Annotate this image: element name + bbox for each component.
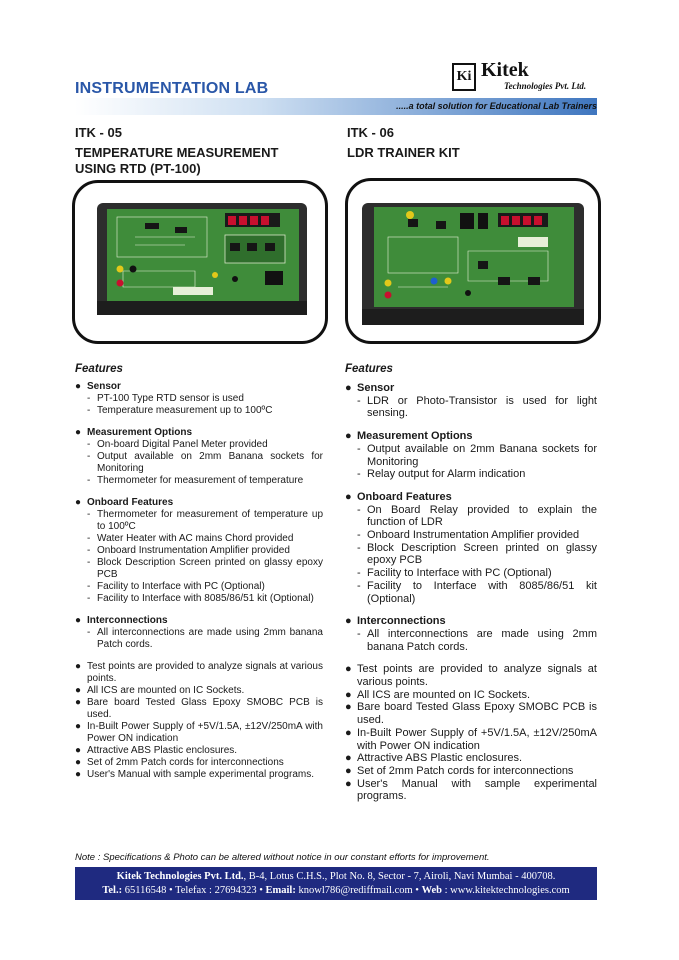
- feature-section-title: Onboard Features: [357, 490, 452, 503]
- bullet-icon: ●: [345, 430, 352, 443]
- list-item-text: Set of 2mm Patch cords for interconnections: [357, 764, 574, 777]
- dash-marker: -: [87, 627, 91, 638]
- feature-item: [345, 468, 597, 481]
- feature-item: [75, 439, 323, 451]
- feature-section: [345, 382, 597, 395]
- feature-section: [75, 381, 323, 393]
- feature-item: [345, 628, 597, 653]
- bullet-icon: ●: [345, 382, 352, 394]
- dash-marker: -: [87, 405, 91, 416]
- feature-item-text: Relay output for Alarm indication: [367, 468, 526, 481]
- feature-item: [345, 567, 597, 580]
- dash-marker: -: [87, 533, 91, 544]
- list-item-text: Test points are provided to analyze signals at various points.: [357, 663, 597, 689]
- feature-item-text: Thermometer for measurement of temperature: [97, 475, 304, 486]
- left-product-code: ITK - 05: [75, 125, 122, 140]
- feature-section-title: Onboard Features: [87, 497, 174, 508]
- footer-contact-bar: [75, 867, 597, 900]
- bullet-icon: ●: [345, 688, 352, 701]
- list-item: [345, 752, 597, 765]
- feature-section-title: Interconnections: [357, 615, 446, 628]
- bullet-icon: ●: [345, 752, 352, 765]
- footer-separator: •: [415, 885, 419, 896]
- right-features-heading: Features: [345, 363, 393, 375]
- bullet-icon: ●: [75, 721, 82, 732]
- feature-item-text: Thermometer for measurement of temperature up to 100ºC: [97, 509, 323, 532]
- dash-marker: -: [87, 581, 91, 592]
- left-features-heading: Features: [75, 363, 123, 375]
- list-item-text: In-Built Power Supply of +5V/1.5A, ±12V/250mA with Power ON indication: [357, 726, 597, 752]
- bullet-icon: ●: [75, 615, 82, 626]
- list-item-text: Set of 2mm Patch cords for interconnections: [87, 757, 284, 768]
- feature-item: [345, 542, 597, 567]
- list-item: [75, 769, 323, 781]
- kitek-logo: [448, 61, 598, 95]
- dash-marker: -: [357, 579, 361, 592]
- bullet-icon: ●: [75, 745, 82, 756]
- feature-item: [345, 504, 597, 529]
- tagline: .....a total solution for Educational Lab Trainers: [396, 101, 597, 111]
- feature-section: [75, 427, 323, 439]
- dash-marker: -: [357, 529, 361, 542]
- right-title-line1: LDR TRAINER KIT: [347, 145, 460, 160]
- footer-telefax: Telefax : 27694323: [172, 885, 260, 896]
- disclaimer-note: Note : Specifications & Photo can be altered without notice in our constant efforts for improvement.: [75, 852, 490, 863]
- footer-tel-label: Tel.:: [102, 885, 123, 896]
- dash-marker: -: [357, 468, 361, 481]
- feature-item: [75, 509, 323, 533]
- left-title-line1: TEMPERATURE MEASUREMENT: [75, 145, 279, 160]
- dash-marker: -: [87, 475, 91, 486]
- feature-item: [345, 529, 597, 542]
- list-item: [75, 721, 323, 745]
- bullet-icon: ●: [345, 726, 352, 739]
- list-item: [75, 745, 323, 757]
- feature-item: [75, 533, 323, 545]
- bullet-icon: ●: [345, 490, 352, 503]
- footer-contact-line: [75, 884, 597, 898]
- ldr-trainer-kit-image: [348, 181, 598, 341]
- footer-web[interactable]: : www.kitektechnologies.com: [442, 885, 570, 896]
- feature-item-text: Block Description Screen printed on glassy epoxy PCB: [97, 557, 323, 580]
- right-product-title: [347, 145, 460, 161]
- feature-item: [75, 405, 323, 417]
- footer-address: , B-4, Lotus C.H.S., Plot No. 8, Sector - 7, Airoli, Navi Mumbai - 400708.: [243, 871, 556, 882]
- left-product-title: [75, 145, 278, 177]
- bullet-icon: ●: [75, 427, 82, 438]
- list-item-text: Test points are provided to analyze signals at various points.: [87, 661, 323, 684]
- right-product-photo: [345, 178, 601, 344]
- feature-item-text: Water Heater with AC mains Chord provided: [97, 533, 294, 544]
- feature-section: [345, 491, 597, 504]
- feature-item: [75, 393, 323, 405]
- bullet-icon: ●: [75, 685, 82, 696]
- feature-item-text: Onboard Instrumentation Amplifier provided: [367, 529, 580, 542]
- feature-item-text: All interconnections are made using 2mm banana Patch cords.: [367, 627, 597, 653]
- list-item: [345, 778, 597, 803]
- feature-section-title: Sensor: [357, 382, 395, 394]
- footer-separator: •: [259, 885, 263, 896]
- dash-marker: -: [87, 557, 91, 568]
- bullet-icon: ●: [345, 777, 352, 790]
- left-features-list: [75, 381, 323, 781]
- feature-item-text: On-board Digital Panel Meter provided: [97, 439, 268, 450]
- list-item-text: User's Manual with sample experimental programs.: [357, 777, 597, 803]
- list-item-text: User's Manual with sample experimental programs.: [87, 769, 314, 780]
- feature-item: [75, 627, 323, 651]
- footer-separator: •: [168, 885, 173, 896]
- feature-item: [345, 580, 597, 605]
- logo-brand: Kitek: [481, 59, 529, 81]
- feature-item-text: Output available on 2mm Banana sockets for Monitoring: [97, 451, 323, 474]
- list-item: [75, 697, 323, 721]
- list-item: [345, 727, 597, 752]
- bullet-icon: ●: [75, 381, 82, 392]
- footer-email-label: Email:: [265, 885, 296, 896]
- bullet-icon: ●: [345, 615, 352, 628]
- feature-section-title: Measurement Options: [87, 427, 193, 438]
- lab-title: INSTRUMENTATION LAB: [75, 80, 269, 97]
- dash-marker: -: [357, 627, 361, 640]
- list-item: [75, 685, 323, 697]
- list-item-text: In-Built Power Supply of +5V/1.5A, ±12V/250mA with Power ON indication: [87, 721, 323, 744]
- feature-section-title: Measurement Options: [357, 430, 473, 443]
- footer-email[interactable]: knowl786@rediffmail.com: [295, 885, 416, 896]
- bullet-icon: ●: [75, 697, 82, 708]
- footer-address-line: [75, 867, 597, 884]
- feature-item: [75, 545, 323, 557]
- bullet-icon: ●: [345, 764, 352, 777]
- feature-section: [345, 615, 597, 628]
- dash-marker: -: [357, 541, 361, 554]
- dash-marker: -: [357, 394, 361, 407]
- list-item-text: Attractive ABS Plastic enclosures.: [87, 745, 238, 756]
- footer-company: Kitek Technologies Pvt. Ltd.: [116, 871, 244, 882]
- bullet-icon: ●: [75, 757, 82, 768]
- feature-item-text: PT-100 Type RTD sensor is used: [97, 393, 244, 404]
- feature-section-title: Sensor: [87, 381, 121, 392]
- footer-tel: 65116548: [122, 885, 169, 896]
- list-item: [345, 689, 597, 702]
- list-item: [345, 765, 597, 778]
- list-item-text: Attractive ABS Plastic enclosures.: [357, 752, 523, 765]
- feature-item-text: Facility to Interface with PC (Optional): [367, 567, 552, 580]
- list-item-text: Bare board Tested Glass Epoxy SMOBC PCB is used.: [357, 701, 597, 727]
- list-item: [345, 663, 597, 688]
- bullet-icon: ●: [75, 497, 82, 508]
- feature-item-text: Facility to Interface with 8085/86/51 kit (Optional): [367, 579, 597, 605]
- bullet-icon: ●: [75, 769, 82, 780]
- dash-marker: -: [87, 393, 91, 404]
- bullet-icon: ●: [345, 701, 352, 714]
- feature-item: [75, 593, 323, 605]
- feature-section: [345, 430, 597, 443]
- bullet-icon: ●: [75, 661, 82, 672]
- feature-item-text: Facility to Interface with 8085/86/51 kit (Optional): [97, 593, 314, 604]
- bullet-icon: ●: [345, 663, 352, 676]
- feature-section: [75, 615, 323, 627]
- dash-marker: -: [357, 567, 361, 580]
- list-item: [75, 757, 323, 769]
- dash-marker: -: [87, 451, 91, 462]
- right-features-list: [345, 382, 597, 803]
- feature-item-text: LDR or Photo-Transistor is used for light sensing.: [367, 394, 597, 420]
- feature-item-text: Facility to Interface with PC (Optional): [97, 581, 265, 592]
- dash-marker: -: [87, 593, 91, 604]
- logo-mark: Ki: [452, 63, 476, 91]
- feature-item: [75, 451, 323, 475]
- left-title-line2: USING RTD (PT-100): [75, 161, 201, 176]
- feature-item-text: Onboard Instrumentation Amplifier provided: [97, 545, 290, 556]
- list-item: [345, 701, 597, 726]
- feature-item: [75, 581, 323, 593]
- dash-marker: -: [87, 509, 91, 520]
- list-item: [75, 661, 323, 685]
- feature-item: [345, 395, 597, 420]
- feature-item-text: All interconnections are made using 2mm banana Patch cords.: [97, 627, 323, 650]
- feature-item-text: Output available on 2mm Banana sockets for Monitoring: [367, 442, 597, 468]
- logo-subtitle: Technologies Pvt. Ltd.: [504, 81, 587, 91]
- feature-item-text: On Board Relay provided to explain the function of LDR: [367, 503, 597, 529]
- dash-marker: -: [357, 503, 361, 516]
- feature-item: [75, 557, 323, 581]
- feature-item-text: Block Description Screen printed on glassy epoxy PCB: [367, 541, 597, 567]
- list-item-text: Bare board Tested Glass Epoxy SMOBC PCB is used.: [87, 697, 323, 720]
- footer-web-label: Web: [421, 885, 443, 896]
- rtd-trainer-kit-image: [75, 183, 325, 341]
- feature-section: [75, 497, 323, 509]
- dash-marker: -: [87, 545, 91, 556]
- feature-item: [345, 443, 597, 468]
- dash-marker: -: [357, 442, 361, 455]
- feature-item: [75, 475, 323, 487]
- dash-marker: -: [87, 439, 91, 450]
- right-product-code: ITK - 06: [347, 125, 394, 140]
- left-product-photo: [72, 180, 328, 344]
- list-item-text: All ICS are mounted on IC Sockets.: [357, 688, 531, 701]
- feature-section-title: Interconnections: [87, 615, 168, 626]
- list-item-text: All ICS are mounted on IC Sockets.: [87, 685, 245, 696]
- feature-item-text: Temperature measurement up to 100ºC: [97, 405, 273, 416]
